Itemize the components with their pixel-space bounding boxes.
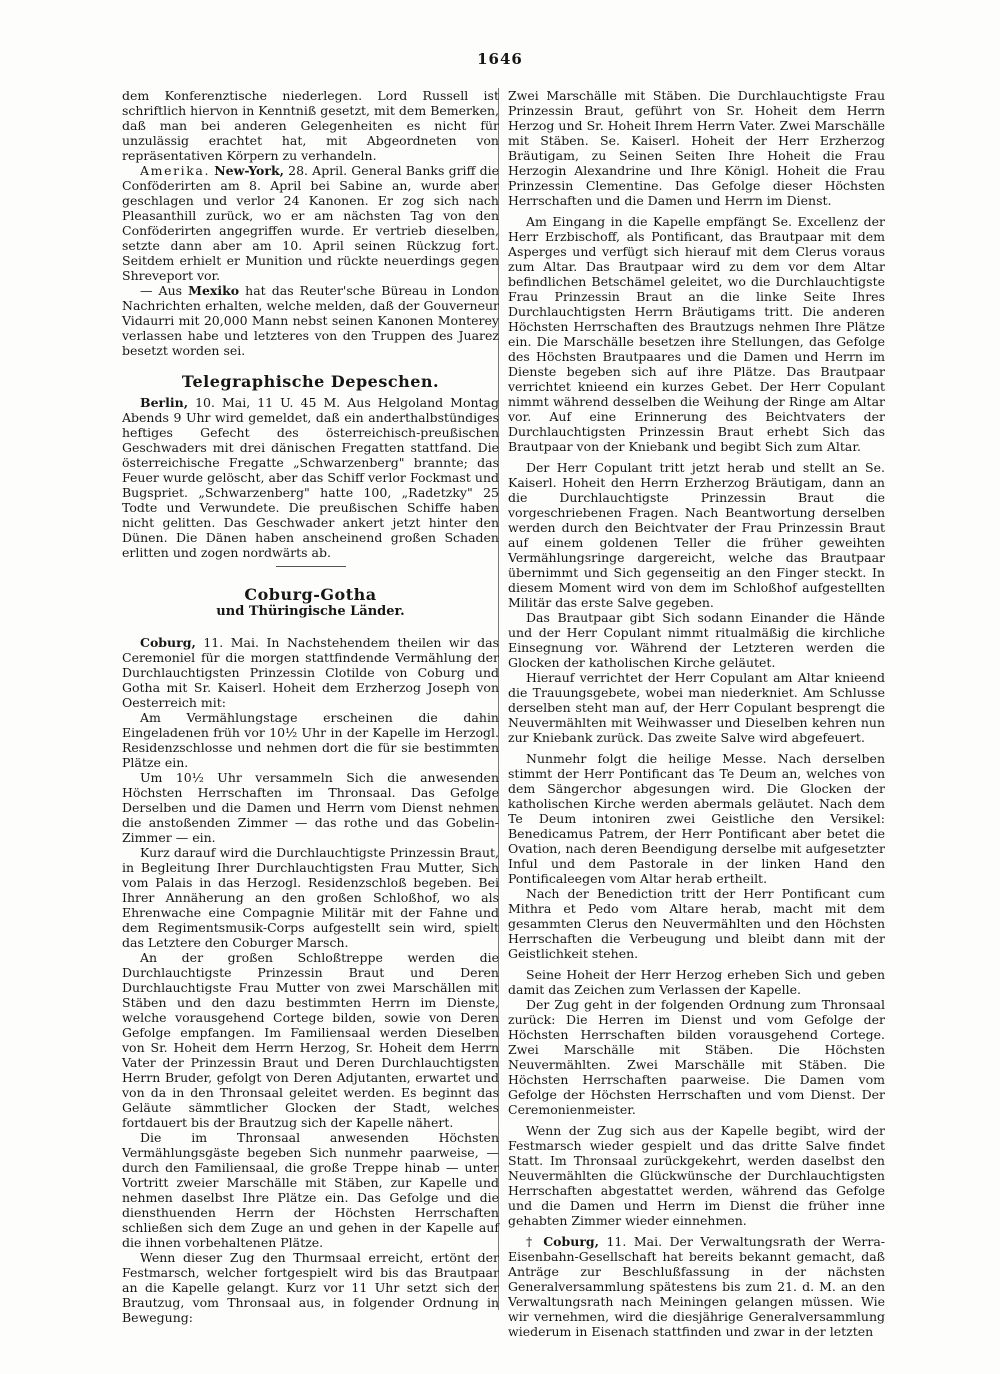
ceremony-paragraph-2: Um 10½ Uhr versammeln Sich die anwesenden Höchsten Herrschaften im Thronsaal. Das Gefolge Derselben und die Damen und Herrn vom Dienst nehmen die anstoßenden Zimmer — das rothe und das Gobelin-Zimmer — ein. — [122, 770, 499, 845]
berlin-text: 10. Mai, 11 U. 45 M. Aus Helgoland Montag Abends 9 Uhr wird gemeldet, daß ein anderthalbstündiges heftiges Gefecht des österreichisch-preußischen Geschwaders mit drei dänischen Fregatten stattfand. Die österreichische Fregatte „Schwarzenberg" brannte; das Feuer wurde gelöscht, aber das Schiff verlor Fockmast und Bugspriet. „Schwarzenberg" hatte 100, „Radetzky" 25 Todte und Verwundete. Die preußischen Schiffe haben nicht gelitten. Das Geschwader ankert jetzt hinter den Dünen. Die Dänen haben anscheinend großen Schaden erlitten und zogen nordwärts ab. — [122, 395, 499, 560]
mexiko-paragraph — [122, 283, 499, 358]
berlin-paragraph — [122, 395, 499, 560]
coburg-paragraph — [122, 635, 499, 710]
ceremony-paragraph-5: Die im Thronsaal anwesenden Höchsten Vermählungsgäste begeben Sich nunmehr paarweise, — durch den Familiensaal, die große Treppe hinab — unter Vortritt zweier Marschälle mit Stäben, zur Kapelle und nehmen daselbst Ihre Plätze ein. Das Gefolge und die diensthuenden Herrn der Höchsten Herrschaften schließen sich dem Zuge an und gehen in der Kapelle auf die ihnen vorbehaltenen Plätze. — [122, 1130, 499, 1250]
copulant-paragraph: Der Herr Copulant tritt jetzt herab und stellt an Se. Kaiserl. Hoheit den Herrn Erzherzog Bräutigam, dann an die Durchlauchtigste Prinzessin Braut die vorgeschriebenen Fragen. Nach Beantwortung derselben werden durch den Beichtvater der Frau Prinzessin Braut auf einem goldenen Teller die früher geweihten Vermählungsringe dargereicht, welche das Brautpaar übernimmt und Sich gegenseitig an den Finger steckt. In diesem Moment wird von dem im Schloßhof aufgestellten Militär das erste Salve gegeben. — [508, 460, 885, 610]
werra-place: Coburg, — [543, 1234, 600, 1249]
chapel-entry-paragraph: Am Eingang in die Kapelle empfängt Se. Excellenz der Herr Erzbischoff, als Pontificant, das Brautpaar mit dem Asperges und verfügt sich hierauf mit dem Clerus voraus zum Altar. Das Brautpaar wird zu dem vor dem Altar befindlichen Betschämel geleitet, wo die Durchlauchtigste Frau Prinzessin Braut an die linke Seite Ihres Durchlauchtigsten Herrn Bräutigams tritt. Die anderen Höchsten Herrschaften des Brautzugs nehmen Ihre Plätze ein. Die Marschälle besetzen ihre Stellungen, das Gefolge des Höchsten Brautpaares und die Damen und Herrn im Dienste begeben sich auf ihre Plätze. Das Brautpaar verrichtet knieend ein kurzes Gebet. Der Herr Copulant nimmt während desselben die Weihung der Ringe am Altar vor. Auf eine Erinnerung des Beichtvaters der Durchlauchtigsten Prinzessin Braut erhebt Sich das Brautpaar von der Kniebank und begibt Sich zum Altar. — [508, 214, 885, 454]
benediction-paragraph: Nach der Benediction tritt der Herr Pontificant cum Mithra et Pedo vom Altare herab, macht mit dem gesammten Clerus den Neuvermählten und den Höchsten Herrschaften die Verbeugung und bleibt dann mit der Geistlichkeit stehen. — [508, 886, 885, 961]
berlin-place: Berlin, — [140, 395, 189, 410]
right-column — [508, 88, 885, 1339]
ceremony-paragraph-6: Wenn dieser Zug den Thurmsaal erreicht, ertönt der Festmarsch, welcher fortgespielt wird bis das Brautpaar an die Kapelle gelangt. Kurz vor 11 Uhr setzt sich der Brautzug, vom Thronsaal aus, in folgender Ordnung in Bewegung: — [122, 1250, 499, 1325]
heading-telegraphic: Telegraphische Depeschen. — [181, 372, 440, 391]
dagger-mark: † — [526, 1234, 544, 1249]
amerika-text: 28. April. General Banks griff die Conföderirten am 8. April bei Sabine an, wurde aber geschlagen und verlor 24 Kanonen. Er zog sich nach Pleasanthill zurück, wo er am nächsten Tag von den Conföderirten angegriffen wurde. Er vertrieb dieselben, setzte dann aber am 10. April seinen Rückzug fort. Seitdem erhielt er Munition und rückte neuerdings gegen Shreveport vor. — [122, 163, 499, 283]
blessing-paragraph: Das Brautpaar gibt Sich sodann Einander die Hände und der Herr Copulant nimmt ritualmäßig die kirchliche Einsegnung vor. Während der Letzteren werden die Glocken der katholischen Kirche geläutet. — [508, 610, 885, 670]
duke-signal-paragraph: Seine Hoheit der Herr Herzog erheben Sich und geben damit das Zeichen zum Verlassen der Kapelle. — [508, 967, 885, 997]
ceremony-paragraph-1: Am Vermählungstage erscheinen die dahin Eingeladenen früh vor 10½ Uhr in der Kapelle im Herzogl. Residenzschlosse und nehmen dort die für sie bestimmten Plätze ein. — [122, 710, 499, 770]
mexiko-pre: — Aus — [140, 283, 189, 298]
ceremony-paragraph-3: Kurz darauf wird die Durchlauchtigste Prinzessin Braut, in Begleitung Ihrer Durchlauchtigsten Frau Mutter, Sich vom Palais in das Herzogl. Residenzschloß begeben. Bei Ihrer Annäherung an den großen Schloßhof, wo als Ehrenwache eine Compagnie Militär mit der Fahne und dem Regimentsmusik-Corps aufgestellt sein wird, spielt das Letztere den Coburger Marsch. — [122, 845, 499, 950]
festmarsch-paragraph: Wenn der Zug sich aus der Kapelle begibt, wird der Festmarsch wieder gespielt und das dritte Salve findet Statt. Im Thronsaal zurückgekehrt, werden daselbst den Neuvermählten die Glückwünsche der Durchlauchtigsten Herrschaften abgestattet werden, während das Gefolge und die Damen und Herrn im Dienst die früher inne gehabten Zimmer wieder einnehmen. — [508, 1123, 885, 1228]
prayers-paragraph: Hierauf verrichtet der Herr Copulant am Altar knieend die Trauungsgebete, wobei man niederkniet. Am Schlusse derselben steht man auf, der Herr Copulant besprengt die Neuvermählten mit Weihwasser und Dieselben kehren nun zur Kniebank zurück. Das zweite Salve wird abgefeuert. — [508, 670, 885, 745]
procession-paragraph: Zwei Marschälle mit Stäben. Die Durchlauchtigste Frau Prinzessin Braut, geführt von Sr. Hoheit dem Herrn Herzog und Sr. Hoheit Ihrem Herrn Vater. Zwei Marschälle mit Stäben. Se. Kaiserl. Hoheit der Herr Erzherzog Bräutigam, zu Seinen Seiten Ihre Hoheit die Frau Herzogin Alexandrine und Ihre Königl. Hoheit die Frau Prinzessin Clementine. Das Gefolge dieser Höchsten Herrschaften und die Damen und Herrn im Dienst. — [508, 88, 885, 208]
mass-paragraph: Nunmehr folgt die heilige Messe. Nach derselben stimmt der Herr Pontificant das Te Deum an, welches von dem Sängerchor abgesungen wird. Die Glocken der katholischen Kirche werden abermals geläutet. Nach dem Te Deum intoniren zwei Geistliche den Versikel: Benedicamus Patrem, der Herr Pontificant aber betet die Ovation, nach deren Beendigung derselbe mit aufgesetzter Inful und dem Pastorale in der linken Hand den Pontificaleegen vom Altar herab ertheilt. — [508, 751, 885, 886]
mexiko-text: hat das Reuter'sche Büreau in London Nachrichten erhalten, welche melden, daß der Gouverneur Vidaurri mit 20,000 Mann nebst seinen Kanonen Monterey verlassen habe und letzteres von den Truppen des Juarez besetzt worden sei. — [122, 283, 499, 358]
subheading-coburg: und Thüringische Länder. — [216, 604, 405, 619]
mexiko-place: Mexiko — [188, 283, 240, 298]
section-rule — [276, 566, 346, 567]
page-number: 1646 — [477, 50, 523, 68]
amerika-paragraph — [122, 163, 499, 283]
werra-text: 11. Mai. Der Verwaltungsrath der Werra-Eisenbahn-Gesellschaft hat bereits bekannt gemacht, daß Anträge zur Beschlußfassung in der nächsten Generalversammlung spätestens bis zum 21. d. M. an den Verwaltungsrath nach Meiningen gelangen müssen. Wie wir vernehmen, wird die diesjährige Generalversammlung wiederum in Eisenach stattfinden und zwar in der letzten — [508, 1234, 885, 1339]
coburg-text: 11. Mai. In Nachstehendem theilen wir das Ceremoniel für die morgen stattfindende Vermählung der Durchlauchtigsten Prinzessin Clotilde von Coburg und Gotha mit Sr. Kaiserl. Hoheit dem Erzherzog Joseph von Oesterreich mit: — [122, 635, 499, 710]
coburg-place: Coburg, — [140, 635, 196, 650]
werra-railway-paragraph — [508, 1234, 885, 1339]
ceremony-paragraph-4: An der großen Schloßtreppe werden die Durchlauchtigste Prinzessin Braut und Deren Durchlauchtigste Frau Mutter von zwei Marschällen mit Stäben und den dazu bestimmten Herrn im Dienste, welche vorausgehend Cortege bilden, sowie von Deren Gefolge empfangen. Im Familiensaal werden Dieselben von Sr. Hoheit dem Herrn Herzog, Sr. Hoheit dem Herrn Vater der Prinzessin Braut und Deren Durchlauchtigsten Herrn Bruder, gefolgt von Deren Adjutanten, erwartet und von da in den Thronsaal geleitet werden. Es beginnt das Geläute sämmtlicher Glocken der Stadt, welches fortdauert bis der Brautzug sich der Kapelle nähert. — [122, 950, 499, 1130]
amerika-place: New-York, — [214, 163, 284, 178]
amerika-lead: Amerika. — [140, 163, 211, 178]
russell-paragraph: dem Konferenztische niederlegen. Lord Russell ist schriftlich hiervon in Kenntniß gesetzt, mit dem Bemerken, daß man bei anderen Gelegenheiten es nicht für unzulässig erachtet hat, mit Abgeordneten von repräsentativen Körpern zu verhandeln. — [122, 88, 499, 163]
return-procession-paragraph: Der Zug geht in der folgenden Ordnung zum Thronsaal zurück: Die Herren im Dienst und vom Gefolge der Höchsten Herrschaften bilden vorausgehend Cortege. Zwei Marschälle mit Stäben. Die Höchsten Neuvermählten. Zwei Marschälle mit Stäben. Die Höchsten Herrschaften paarweise. Die Damen vom Gefolge der Höchsten Herrschaften und vom Dienst. Der Ceremonienmeister. — [508, 997, 885, 1117]
left-column — [122, 88, 499, 1325]
heading-coburg: Coburg-Gotha — [244, 585, 377, 604]
